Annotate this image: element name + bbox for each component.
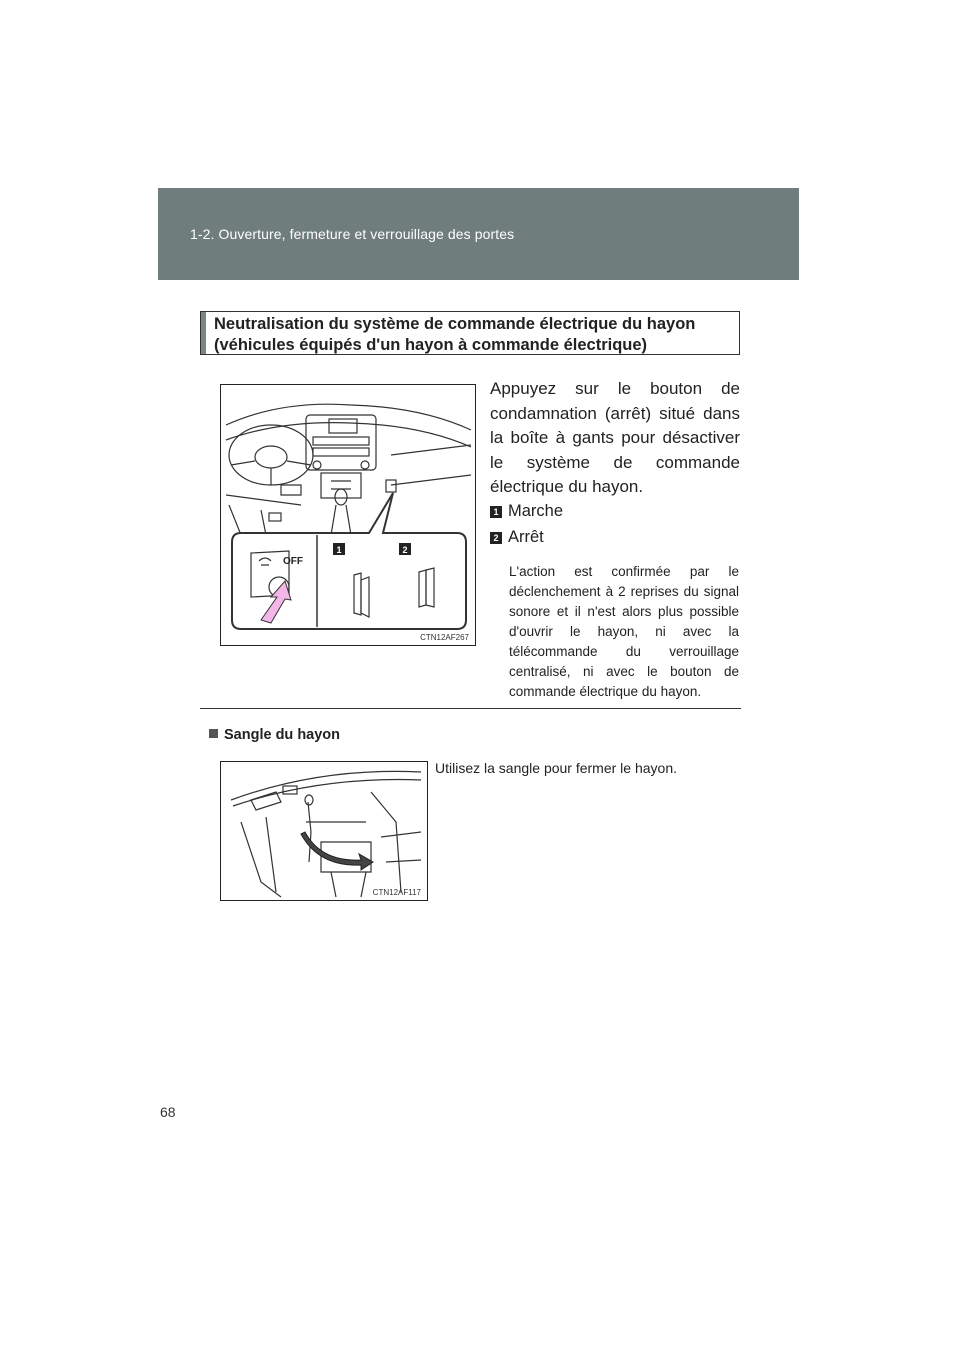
intro-line4: le système de commande (490, 452, 740, 472)
item-label-arret: Arrêt (508, 528, 544, 546)
list-item-arret (490, 528, 544, 547)
dashboard-illustration (220, 384, 476, 646)
divider (200, 708, 741, 709)
badge-1-text: 1 (336, 545, 342, 555)
page-number: 68 (160, 1104, 176, 1120)
badge-1-icon: 1 (490, 506, 502, 518)
intro-line2: condamnation (arrêt) situé dans (490, 403, 740, 423)
intro-line3: la boîte à gants pour désactiver (490, 428, 740, 447)
section-title-box (200, 311, 740, 355)
badge-2-icon: 2 (490, 532, 502, 544)
off-label: OFF (283, 556, 303, 567)
intro-line5: électrique du hayon. (490, 477, 644, 496)
section-accent-bar (201, 312, 206, 354)
section-title-line1: Neutralisation du système de commande électrique du hayon (214, 315, 696, 333)
badge-2-text: 2 (402, 545, 408, 555)
list-item-marche (490, 502, 563, 521)
note-paragraph: L'action est confirmée par le déclenchement à 2 reprises du signal sonore et il n'est alors plus possible d'ouvrir le hayon, ni avec la télécommande du verrouillage centralisé, ni avec le bouton de commande électrique du hayon. (509, 564, 739, 699)
section-title (214, 314, 695, 356)
chapter-header: 1-2. Ouverture, fermeture et verrouillage des portes (190, 226, 515, 242)
tailgate-drawing (221, 762, 427, 900)
pull-arrow-icon (301, 832, 373, 870)
dashboard-drawing (221, 385, 475, 645)
figure2-code: CTN12AF117 (372, 888, 421, 897)
subsection-title (209, 727, 340, 743)
item-label-marche: Marche (508, 502, 564, 520)
section-title-line2: (véhicules équipés d'un hayon à commande électrique) (214, 336, 648, 354)
subsection-title-text: Sangle du hayon (224, 727, 341, 743)
intro-paragraph (490, 377, 740, 500)
figure1-code: CTN12AF267 (420, 633, 469, 642)
bullet-square-icon (209, 729, 218, 738)
strap-paragraph: Utilisez la sangle pour fermer le hayon. (435, 760, 678, 776)
intro-line1: Appuyez sur le bouton de (490, 379, 740, 398)
tailgate-illustration (220, 761, 428, 901)
